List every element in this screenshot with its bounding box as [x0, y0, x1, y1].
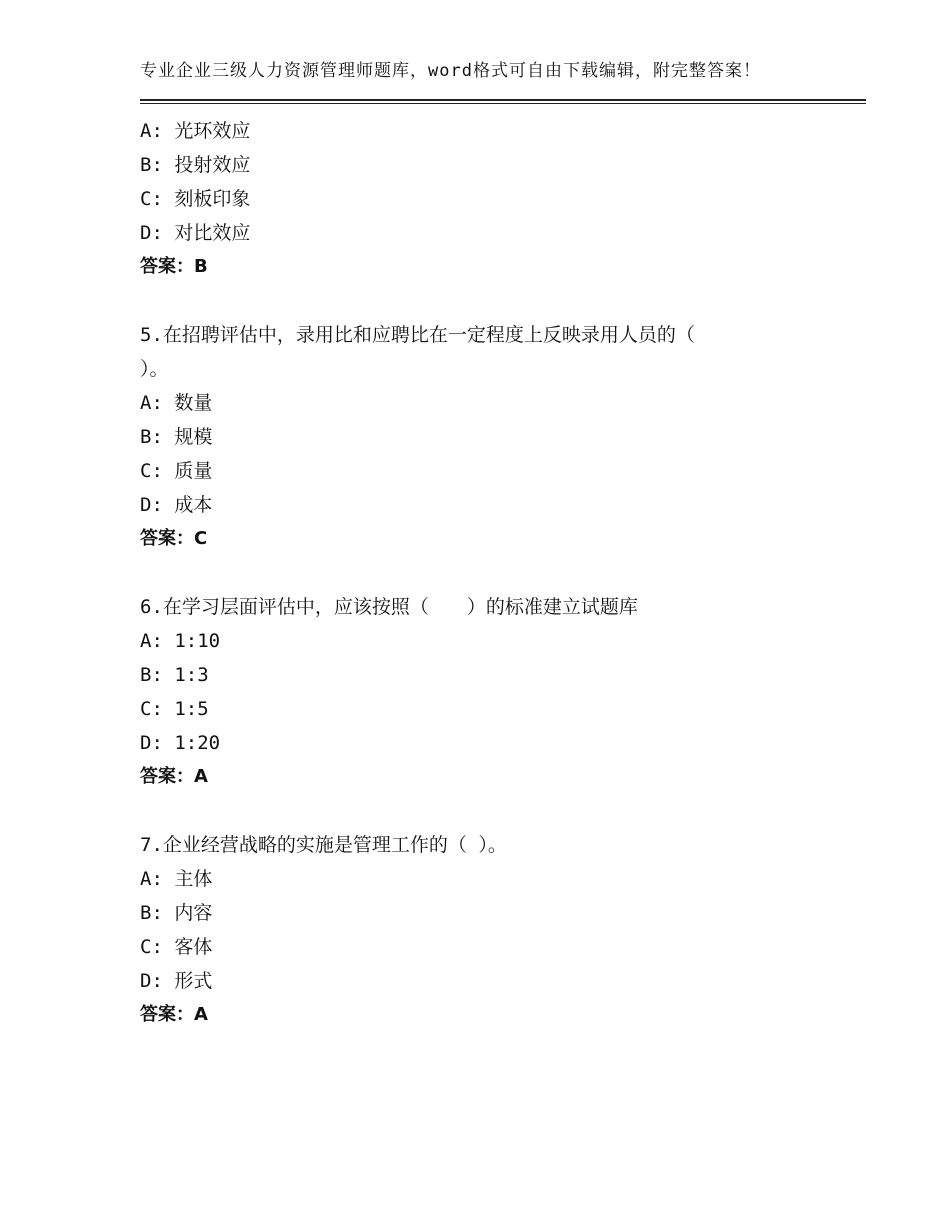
option-a: A: 1:10 [140, 630, 221, 652]
option-b: B: 1:3 [140, 664, 209, 686]
question-block-7 [140, 828, 866, 1032]
option-a: A: 光环效应 [140, 120, 251, 142]
block-spacer [140, 556, 866, 590]
header-divider-thin [140, 103, 866, 104]
block-spacer [140, 794, 866, 828]
question-text: 5.在招聘评估中，录用比和应聘比在一定程度上反映录用人员的（ [140, 324, 695, 346]
question-block-5 [140, 318, 866, 556]
answer-label: 答案：C [140, 528, 208, 549]
answer-label: 答案：A [140, 766, 208, 787]
header-divider-thick [140, 99, 866, 101]
option-a: A: 主体 [140, 868, 213, 890]
question-block-4 [140, 114, 866, 284]
option-c: C: 质量 [140, 460, 213, 482]
option-b: B: 规模 [140, 426, 213, 448]
option-d: D: 对比效应 [140, 222, 251, 244]
option-d: D: 成本 [140, 494, 213, 516]
question-text: 6.在学习层面评估中，应该按照（ ）的标准建立试题库 [140, 596, 638, 618]
block-spacer [140, 284, 866, 318]
answer-label: 答案：B [140, 256, 208, 277]
option-c: C: 1:5 [140, 698, 209, 720]
page-header: 专业企业三级人力资源管理师题库，word格式可自由下载编辑，附完整答案！ [140, 61, 761, 81]
option-c: C: 刻板印象 [140, 188, 251, 210]
option-d: D: 1:20 [140, 732, 221, 754]
answer-label: 答案：A [140, 1004, 208, 1025]
question-text: 7.企业经营战略的实施是管理工作的（ ）。 [140, 834, 507, 856]
option-b: B: 内容 [140, 902, 213, 924]
option-d: D: 形式 [140, 970, 213, 992]
question-list [140, 114, 866, 1032]
option-c: C: 客体 [140, 936, 213, 958]
question-block-6 [140, 590, 866, 794]
question-text-continued: ）。 [140, 358, 169, 380]
option-b: B: 投射效应 [140, 154, 251, 176]
option-a: A: 数量 [140, 392, 213, 414]
